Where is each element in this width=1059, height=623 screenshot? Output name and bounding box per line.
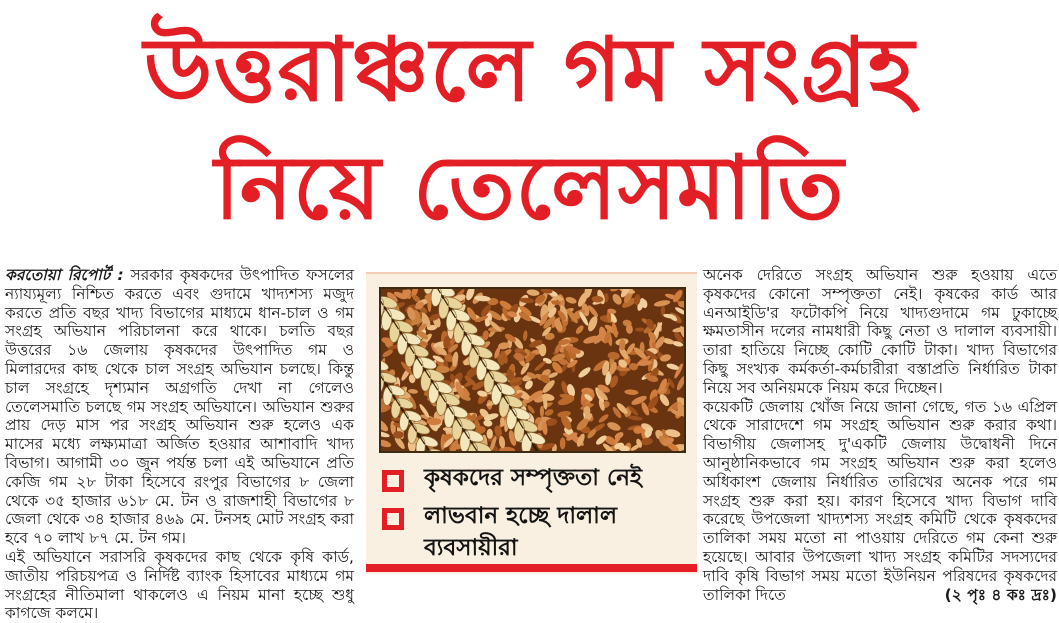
left-paragraph-2: এই অভিযানে সরাসরি কৃষকদের কাছ থেকে কৃষি কার্ড, জাতীয় পরিচয়পত্র ও নির্দিষ্ট ব্যাংক হিসাবের মাধ্যমে গম সংগ্রহের নীতিমালা থাকলেও এ নিয়ম মানা হচ্ছে শুধু কাগজে কলমে। [5, 547, 354, 623]
continuation-note: (২ পৃঃ ৪ কঃ দ্রঃ) [944, 585, 1057, 604]
bullet-item-1-label: কৃষকদের সম্পৃক্ততা নেই [424, 465, 642, 491]
article-column-right [703, 266, 1057, 604]
headline-line-1: উত্তরাঞ্চলে গম সংগ্রহ [143, 18, 916, 121]
square-bullet-icon [382, 508, 404, 530]
bullet-item-2 [380, 500, 687, 564]
red-divider-bar [366, 564, 697, 572]
left-paragraph-1-text: সরকার কৃষকদের উৎপাদিত ফসলের ন্যায্যমূল্য নিশ্চিত করতে এবং গুদামে খাদ্যশস্য মজুদ করতে প্রতি বছর খাদ্য বিভাগের মাধ্যমে ধান-চাল ও গম সংগ্রহ অভিযান পরিচালনা করে থাকে। চলতি বছর উত্তরের ১৬ জেলায় কৃষকদের উৎপাদিত গম ও মিলারদের কাছ থেকে চাল সংগ্রহ অভিযান চলছে। কিন্তু চাল সংগ্রহে দৃশ্যমান অগ্রগতি দেখা না গেলেও তেলেসমাতি চলছে গম সংগ্রহ অভিযানে। অভিযান শুরুর প্রায় দেড় মাস পর সংগ্রহ অভিযান শুরু হলেও এক মাসের মধ্যে লক্ষ্যমাত্রা অর্জিত হওয়ার আশাবাদি খাদ্য বিভাগ। আগামী ৩০ জুন পর্যন্ত চলা এই অভিযানে প্রতি কেজি গম ২৮ টাকা হিসেবে রংপুর বিভাগের ৮ জেলা থেকে ৩৫ হাজার ৬১৮ মে. টন ও রাজশাহী বিভাগের ৮ জেলা থেকে ৩৪ হাজার ৪৬৯ মে. টনসহ মোট সংগ্রহ করা হবে ৭০ লাখ ৮৭ মে. টন গম। [5, 266, 354, 548]
highlight-bullet-list [380, 462, 687, 570]
wheat-photo [379, 287, 686, 453]
highlight-box [366, 272, 697, 574]
byline: করতোয়া রিপোর্ট : [5, 266, 124, 284]
headline-line-2: নিয়ে তেলেসমাতি [214, 136, 845, 239]
right-paragraph-2 [703, 398, 1057, 605]
headline [0, 0, 1059, 258]
article-column-left [5, 266, 354, 623]
bullet-item-2-label: লাভবান হচ্ছে দালাল ব্যবসায়ীরা [424, 503, 617, 561]
right-paragraph-1: অনেক দেরিতে সংগ্রহ অভিযান শুরু হওয়ায় এতে কৃষকদের কোনো সম্পৃক্ততা নেই। কৃষকের কার্ড আর এনআইডি'র ফটোকপি নিয়ে খাদ্যগুদামে গম ঢুকাচ্ছে ক্ষমতাসীন দলের নামধারী কিছু নেতা ও দালাল ব্যবসায়ী। তারা হাতিয়ে নিচ্ছে কোটি কোটি টাকা। খাদ্য বিভাগের কিছু সংখ্যক কর্মকর্তা-কর্মচারীরা বস্তাপ্রতি নির্ধারিত টাকা নিয়ে সব অনিয়মকে নিয়ম করে দিচ্ছেন। [703, 266, 1057, 397]
right-paragraph-2-text: কয়েকটি জেলায় খোঁজ নিয়ে জানা গেছে, গত ১৬ এপ্রিল থেকে সারাদেশে গম সংগ্রহ অভিযান শুরু করার কথা। বিভাগীয় জেলাসহ দু'একটি জেলায় উদ্বোধনী দিনে আনুষ্ঠানিকভাবে গম সংগ্রহ অভিযান শুরু করা হলেও অধিকাংশ জেলায় নির্ধারিত তারিখের অনেক পরে গম সংগ্রহ শুরু করা হয়। কারণ হিসেবে খাদ্য বিভাগ দাবি করেছে উপজেলা খাদ্যশস্য সংগ্রহ কমিটি থেকে কৃষকদের তালিকা সময় মতো না পাওয়ায় দেরিতে গম কেনা শুরু হয়েছে। আবার উপজেলা খাদ্য সংগ্রহ কমিটির সদস্যদের দাবি কৃষি বিভাগ সময় মতো ইউনিয়ন পরিষদের কৃষকদের তালিকা দিতে [703, 397, 1057, 604]
square-bullet-icon [382, 470, 404, 492]
wheat-photo-illustration [381, 289, 684, 451]
left-paragraph-1 [5, 266, 354, 548]
bullet-item-1 [380, 462, 687, 494]
